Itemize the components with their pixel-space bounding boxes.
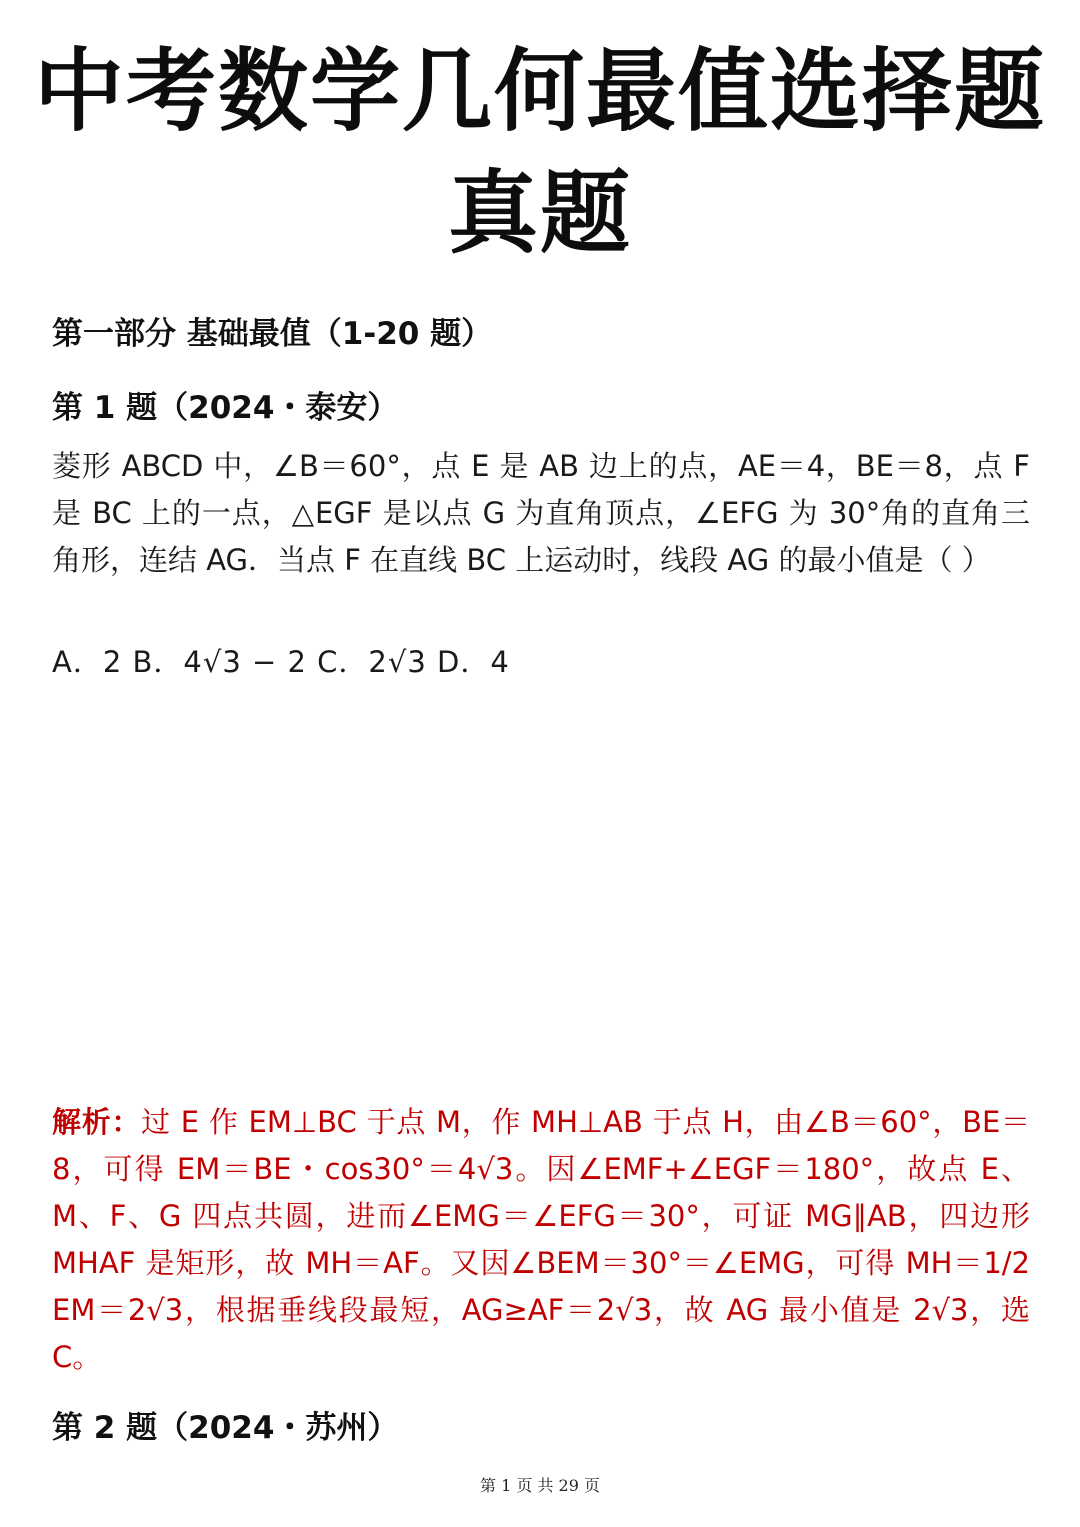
solution-1-text: 过 E 作 EM⊥BC 于点 M，作 MH⊥AB 于点 H，由∠B＝60°，BE＝8，可得 EM＝BE・cos30°＝4√3。因∠EMF+∠EGF＝180°，故点 E、M、F、G 四点共圆，进而∠EMG＝∠EFG＝30°，可证 MG∥AB，四边形 MHAF 是矩形，故 MH＝AF。又因∠BEM＝30°＝∠EMG，可得 MH＝1/2 EM＝2√3，根据垂线段最短，AG≥AF＝2√3，故 AG 最小值是 2√3，选 C。 bbox=[52, 1105, 1030, 1374]
page-footer: 第 1 页 共 29 页 bbox=[480, 1476, 600, 1495]
solution-label: 解析： bbox=[52, 1105, 142, 1139]
question-2-heading: 第 2 题（2024・苏州） bbox=[52, 1410, 399, 1446]
page-title-line-2: 真题 bbox=[448, 161, 632, 266]
section-heading: 第一部分 基础最值（1-20 题） bbox=[52, 316, 493, 352]
question-1-text: 菱形 ABCD 中，∠B＝60°，点 E 是 AB 边上的点，AE＝4，BE＝8，点 F 是 BC 上的一点，△EGF 是以点 G 为直角顶点，∠EFG 为 30°角的直角三角形，连结 AG．当点 F 在直线 BC 上运动时，线段 AG 的最小值是（ ） bbox=[52, 449, 1030, 577]
solution-1 bbox=[52, 1099, 1030, 1381]
page-title-line-1: 中考数学几何最值选择题 bbox=[34, 39, 1046, 144]
question-1-choices: A．2 B．4√3 − 2 C．2√3 D．4 bbox=[52, 645, 510, 679]
question-1-heading: 第 1 题（2024・泰安） bbox=[52, 390, 399, 426]
